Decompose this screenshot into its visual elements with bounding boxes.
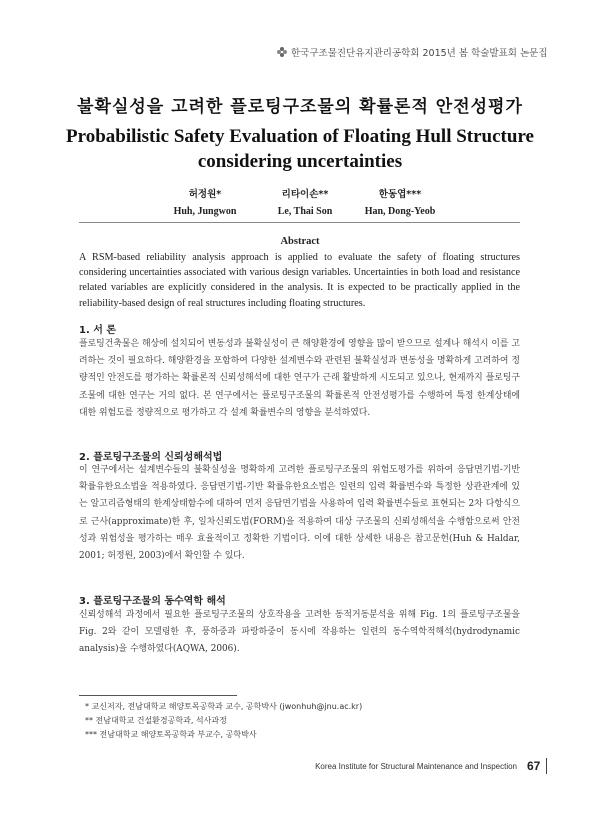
page-footer: [0, 760, 600, 778]
flower-icon: [276, 46, 288, 58]
section-heading: 1. 서 론: [79, 325, 117, 336]
abstract-heading: Abstract: [280, 236, 320, 247]
author-3: [335, 186, 465, 220]
footnote: ** 전남대학교 건설환경공학과, 석사과정: [85, 716, 227, 725]
abstract-text: A RSM-based reliability analysis approach is applied to evaluate the safety of floating structures considering uncertainties associated with various design variables. Uncertainties in both load and resistance related variables are explicitly considered in the analysis. It is expected to be practically applied in the reliability-based design of real structures including floating structures.: [79, 252, 520, 309]
section-heading: 3. 플로팅구조물의 동수역학 해석: [79, 596, 226, 607]
header-text: 한국구조물진단유지관리공학회 2015년 봄 학술발표회 논문집: [291, 48, 548, 59]
author-name-ko: 리타이손**: [281, 189, 329, 200]
section-heading: 2. 플로팅구조물의 신뢰성해석법: [79, 452, 223, 463]
author-name-en: Han, Dong-Yeob: [364, 206, 436, 217]
footer-text: Korea Institute for Structural Maintenance and Inspection: [315, 762, 517, 771]
footnotes: [85, 700, 362, 742]
author-name-en: Huh, Jungwon: [173, 206, 237, 217]
author-name-ko: 한동엽***: [378, 189, 422, 200]
author-name-en: Le, Thai Son: [277, 206, 333, 217]
footnote-divider: [79, 695, 237, 696]
author-name-ko: 허정원*: [188, 189, 222, 200]
title-english: [60, 124, 540, 174]
footnote: *** 전남대학교 해양토목공학과 부교수, 공학박사: [85, 730, 257, 739]
divider: [79, 222, 520, 223]
section-body: 플로팅건축물은 해상에 설치되어 변동성과 불확실성이 큰 해양환경에 영향을 많이 받으므로 설계나 해석시 이를 고려하는 것이 필요하다. 해양환경을 포함하여 다양한 설계변수와 관련된 불확실성과 변동성을 명확하게 고려하여 정량적인 안전도를 평가하는 확률론적 신뢰성해석에 대한 연구가 근래 활발하게 시도되고 있으나, 현재까지 플로팅구조물에 대한 연구는 거의 없다. 본 연구에서는 플로팅구조물의 확률론적 안전성평가를 수행하여 특정 한계상태에 대한 위험도를 정량적으로 평가하고 각 설계 확률변수의 영향을 분석하였다.: [79, 339, 520, 418]
title-english-line-1: Probabilistic Safety Evaluation of Floating Hull Structure: [66, 126, 534, 147]
section-body: 이 연구에서는 설계변수들의 불확실성을 명확하게 고려한 플로팅구조물의 위험도평가를 위하여 응답면기법-기반 확률유한요소법을 적용하였다. 응답면기법-기반 확률유한요소법은 일련의 입력 확률변수와 특정한 상관관계에 있는 알고리즘형태의 한계상태함수에 대하여 먼저 응답면기법을 사용하여 입력 확률변수들로 표현되는 2차 다항식으로 근사(approximate)한 후, 일차신뢰도법(FORM)을 적용하여 대상 구조물의 신뢰성해석을 수행함으로써 안전성과 위험성을 평가하는 매우 효율적이고 정확한 기법이다. 이에 대한 상세한 내용은 참고문헌(Huh & Haldar, 2001; 허정원, 2003)에서 확인할 수 있다.: [79, 465, 520, 562]
title-english-line-2: considering uncertainties: [197, 151, 403, 172]
section-body: 신뢰성해석 과정에서 필요한 플로팅구조물의 상호작용을 고려한 동적거동분석을 위해 Fig. 1의 플로팅구조물을 Fig. 2와 같이 모델링한 후, 풍하중과 파랑하중이 동시에 작용하는 일련의 동수역학적해석(hydrodynamic analysis)을 수행하였다(AQWA, 2006).: [79, 610, 520, 655]
running-header: [0, 43, 600, 63]
title-korean: 불확실성을 고려한 플로팅구조물의 확률론적 안전성평가: [77, 97, 523, 117]
footnote: * 교신저자, 전남대학교 해양토목공학과 교수, 공학박사 (jwonhuh@jnu.ac.kr): [85, 702, 363, 711]
footer-bar: [546, 758, 547, 774]
page-number: 67: [527, 759, 541, 773]
